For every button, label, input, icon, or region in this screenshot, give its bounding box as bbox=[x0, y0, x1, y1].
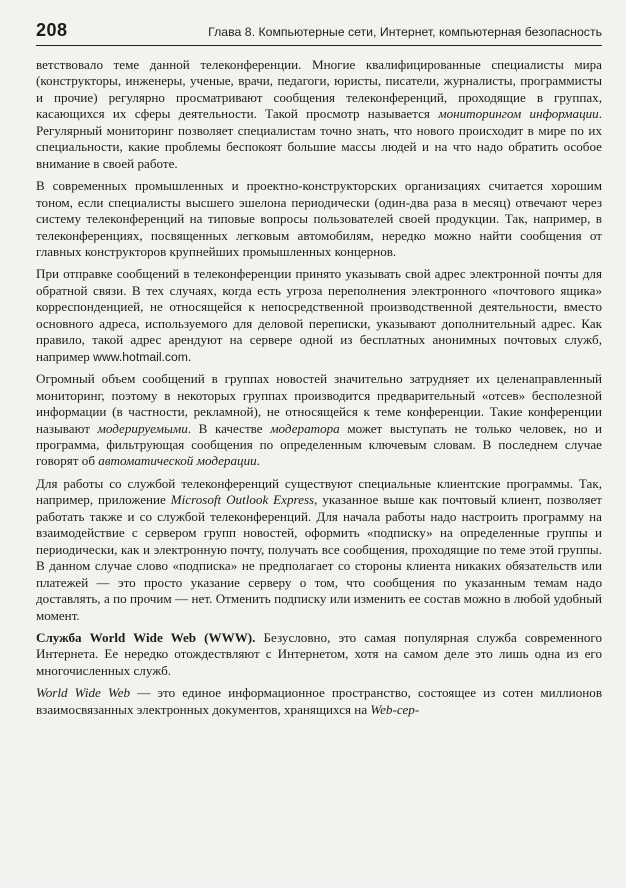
text-run: может выступать не только человек, но и программа, фильтрующая сообщения по определенным ключевым словам. В последнем случае говорят об bbox=[36, 420, 602, 469]
italic-term: мониторингом информации bbox=[438, 106, 599, 122]
text-run: При отправке сообщений в телеконференции принято указывать свой адрес электронной почты для обратной связи. В тех случаях, когда есть угроза переполнения электронного «почтового ящика» корреспонденцией, не относящейся к непосредственной производственной деятельности, вместо основного адреса, используемого для деловой переписки, указывают дополнительный адрес. Как правило, такой адрес арендуют на сервере одной из бесплатных анонимных почтовых служб, например bbox=[36, 266, 602, 364]
text-run: — это единое информационное пространство, состоящее из сотен миллионов взаимосвязанных электронных документов, хранящихся на bbox=[36, 685, 602, 717]
italic-term: модератора bbox=[270, 420, 340, 436]
text-run: Безусловно, это самая популярная служба современного Интернета. Ее нередко отождествляют с Интернетом, хотя на самом деле это лишь одна из его многочисленных служб. bbox=[36, 629, 602, 678]
paragraph bbox=[36, 630, 602, 679]
paragraph bbox=[36, 266, 602, 365]
text-run: , указанное выше как почтовый клиент, позволяет работать также и со службой телеконференций. Для начала работы надо настроить программу на взаимодействие с сервером групп новостей, оформить «подписку» на определенные группы и периодически, как и электронную почту, получать все сообщения, проходящие по теме этой группы. В данном случае слово «подписка» не предполагает со стороны клиента никаких обязательств или платежей — это просто указание серверу о том, что сообщения по указанным темам надо доставлять, а по прочим — нет. Отменить подписку или изменить ее состав можно в любой удобный момент. bbox=[36, 492, 602, 623]
running-head: Глава 8. Компьютерные сети, Интернет, компьютерная безопасность bbox=[208, 25, 602, 39]
text-run: . bbox=[187, 348, 192, 364]
italic-term: модерируемыми bbox=[97, 420, 188, 436]
italic-term: Microsoft Outlook Express bbox=[170, 492, 315, 508]
text-run: В современных промышленных и проектно-конструкторских организациях считается хорошим тоном, если специалисты высшего эшелона периодически (один-два раза в месяц) отвечают через систему телеконференций на типовые вопросы пользователей своей продукции. Так, например, в телеконференциях, посвященных легковым автомобилям, нередко можно найти сообщения от главных конструкторов крупнейших промышленных концернов. bbox=[36, 178, 602, 259]
text-run: . В качестве bbox=[187, 420, 271, 436]
section-heading: Служба World Wide Web (WWW). bbox=[36, 629, 256, 645]
paragraph bbox=[36, 57, 602, 172]
italic-term: World Wide Web bbox=[36, 685, 131, 701]
text-run: ветствовало теме данной телеконференции. Многие квалифицированные специалисты мира (конструкторы, инженеры, ученые, врачи, педагоги, юристы, писатели, журналисты, программисты и прочие) регулярно просматривают сообщения телеконференций, проходящие в группах, касающихся их сферы деятельности. Такой просмотр называется bbox=[36, 57, 602, 122]
body-text bbox=[36, 57, 602, 718]
italic-term: Web-сер- bbox=[370, 701, 420, 717]
paragraph bbox=[36, 371, 602, 470]
italic-term: автоматической модерации bbox=[98, 453, 257, 469]
text-run: Для работы со службой телеконференций существуют специальные клиентские программы. Так, например, приложение bbox=[36, 475, 602, 508]
paragraph bbox=[36, 476, 602, 624]
text-run: Огромный объем сообщений в группах новостей значительно затрудняет их целенаправленный мониторинг, поэтому в некоторых группах производится предварительный «отсев» бесполезной информации (в частности, рекламной), не относящейся к теме конференции. Такие конференции называют bbox=[36, 371, 602, 436]
page-number: 208 bbox=[36, 20, 68, 40]
paragraph bbox=[36, 685, 602, 718]
text-run: . Регулярный мониторинг позволяет специалистам точно знать, что нового происходит в мире по их специальности, какие проблемы беспокоят большие массы людей и на что надо обратить особое внимание в своей работе. bbox=[36, 106, 602, 171]
url-text: www.hotmail.com bbox=[93, 349, 188, 364]
text-run: . bbox=[256, 453, 260, 469]
paragraph bbox=[36, 178, 602, 260]
page-header bbox=[36, 20, 602, 46]
